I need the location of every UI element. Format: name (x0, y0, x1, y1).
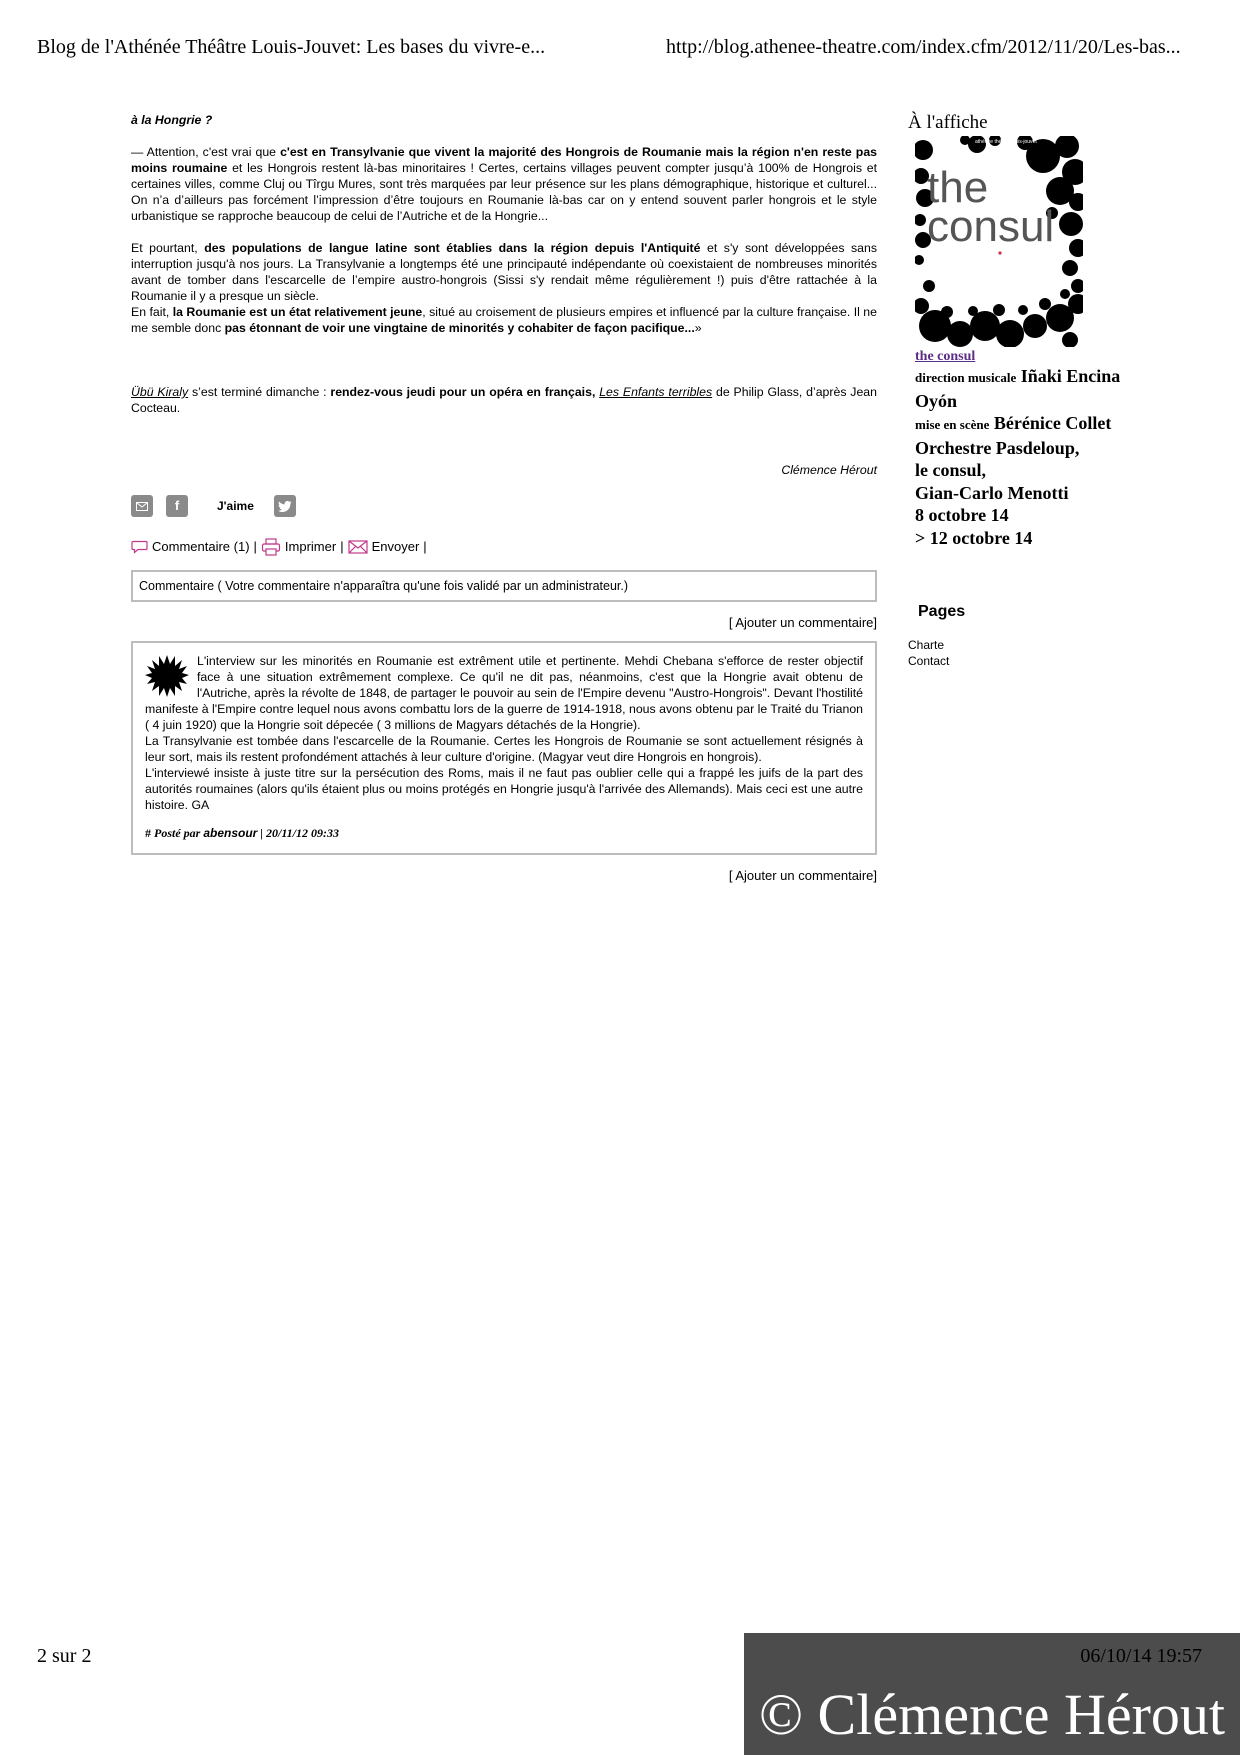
svg-text:athénée théâtre louis-jouvet: athénée théâtre louis-jouvet (975, 139, 1037, 145)
poster-circles (915, 136, 1083, 347)
comment-text-2: La Transylvanie est tombée dans l'escarcelle de la Roumanie. Certes les Hongrois de Roumanie se sont actuellement résignés à leur sort, mais ils restent profondément attachés à leur culture d'origine. (Magyar veut dire Hongrois en hongrois). (145, 734, 863, 764)
send-link[interactable]: Envoyer (371, 539, 420, 554)
svg-text:the: the (927, 163, 989, 212)
comments-link[interactable]: Commentaire (1) (152, 539, 250, 554)
facebook-share-icon[interactable]: f (166, 495, 188, 517)
comment-icon (131, 540, 148, 554)
send-mail-icon (348, 540, 368, 554)
sidebar (908, 112, 1128, 669)
comment-text-3: L'interviewé insiste à juste titre sur la persécution des Roms, mais il ne faut pas oublier celle qui a frappé les juifs de la part des autorités roumaines (alors qu'ils étaient plus ou moins protégés en Hongrie jusqu'à l'arrivée des Allemands). Mais ceci est une autre histoire. GA (145, 766, 863, 812)
twitter-share-icon[interactable] (274, 495, 296, 517)
page-header-url: http://blog.athenee-theatre.com/index.cfm/2012/11/20/Les-bas... (666, 36, 1181, 58)
share-bar (131, 494, 877, 518)
article-paragraph-4: Übü Kiraly s’est terminé dimanche : rendez-vous jeudi pour un opéra en français, Les Enfants terribles de Philip Glass, d’après Jean Cocteau. (131, 385, 877, 415)
article-heading: à la Hongrie ? (131, 113, 213, 127)
show-link[interactable]: the consul (915, 349, 976, 364)
watermark-block (744, 1633, 1240, 1755)
link-enfants-terribles[interactable]: Les Enfants terribles (599, 385, 713, 399)
add-comment-link-top[interactable]: [ Ajouter un commentaire] (728, 615, 877, 630)
article-column (131, 112, 877, 884)
avatar-burst-icon (145, 653, 189, 699)
comment-meta: # Posté par abensour | 20/11/12 09:33 (145, 826, 340, 840)
print-icon (261, 538, 281, 556)
comment-text-1: L'interview sur les minorités en Roumanie est extrêment utile et pertinente. Mehdi Chebana s'efforce de rester objectif face à une situation extrêmement complexe. Ce qu'il ne dit pas, néanmoins, c'est que la Hongrie avait obtenu de l'Autriche, après la révolte de 1848, de partager le pouvoir au sein de l'Empire devenu "Austro-Hongrois". Devant l'hostilité manifeste à l'Empire contre lequel nous avons combattu lors de la guerre de 1914-1918, nous avons obtenu par le Traité du Trianon ( 4 juin 1920) que la Hongrie soit dépecée ( 3 millions de Magyars détachés de la Hongrie). (145, 654, 863, 732)
show-poster-image[interactable] (915, 136, 1083, 347)
svg-text:consul: consul (927, 202, 1055, 251)
email-share-icon[interactable] (131, 495, 153, 517)
copyright-watermark: © Clémence Hérout (758, 1682, 1225, 1747)
article-paragraph-3: En fait, la Roumanie est un état relativement jeune, situé au croisement de plusieurs empires et influencé par la culture française. Il ne me semble donc pas étonnant de voir une vingtaine de minorités y cohabiter de façon pacifique...» (131, 305, 877, 335)
comment-entry (131, 641, 877, 855)
like-button[interactable]: J'aime (217, 499, 254, 513)
comment-form-header: Commentaire ( Votre commentaire n'apparaîtra qu'une fois validé par un administrateur.) (131, 570, 877, 602)
comment-author[interactable]: abensour (203, 826, 258, 840)
page-header-title: Blog de l'Athénée Théâtre Louis-Jouvet: Les bases du vivre-e... (37, 36, 546, 58)
sidebar-pages-list (908, 637, 1128, 669)
add-comment-link-bottom[interactable]: [ Ajouter un commentaire] (728, 868, 877, 883)
footer-timestamp: 06/10/14 19:57 (1080, 1645, 1202, 1667)
sidebar-affiche-heading: À l'affiche (908, 112, 988, 133)
link-ubu-kiraly[interactable]: Übü Kiraly (131, 385, 189, 399)
article-paragraph-1: — Attention, c'est vrai que c'est en Transylvanie que vivent la majorité des Hongrois de Roumanie mais la région n'en reste pas moins roumaine et les Hongrois restent là-bas minoritaires ! Certes, certains villages peuvent compter jusqu’à 100% de Hongrois et certaines villes, comme Cluj ou Tîrgu Mures, sont très marquées par leur présence sur les plans démographique, historique et culturel... On n’a d’ailleurs pas forcément l’impression d’être toujours en Roumanie là-bas car on y entend souvent parler hongrois et le style urbanistique se rapproche beaucoup de celui de l’Autriche et de la Hongrie... (131, 145, 878, 223)
sidebar-page-contact[interactable]: Contact (908, 654, 950, 668)
article-paragraph-2: Et pourtant, des populations de langue latine sont établies dans la région depuis l'Antiquité et s'y sont développées sans interruption jusqu'à nos jours. La Transylvanie a longtemps été une principauté indépendante où coexistaient de nombreuses minorités avant de tomber dans l'escarcelle de l’empire austro-hongrois (Sissi s'y rendait même régulièrement !) puis d'être rattachée à la Roumanie il y a presque un siècle. (131, 241, 877, 303)
footer-page-number: 2 sur 2 (37, 1645, 92, 1667)
sidebar-pages-heading: Pages (918, 603, 966, 620)
print-link[interactable]: Imprimer (284, 539, 337, 554)
show-credits: direction musicale Iñaki Encina Oyón mise en scène Bérénice Collet Orchestre Pasdeloup, le consul, Gian-Carlo Menotti 8 octobre 14 > 12 octobre 14 (915, 366, 1121, 548)
article-actions: Commentaire (1) | Imprimer | Envoyer | (131, 538, 877, 556)
article-signature: Clémence Hérout (781, 463, 877, 477)
sidebar-page-charte[interactable]: Charte (908, 638, 945, 652)
